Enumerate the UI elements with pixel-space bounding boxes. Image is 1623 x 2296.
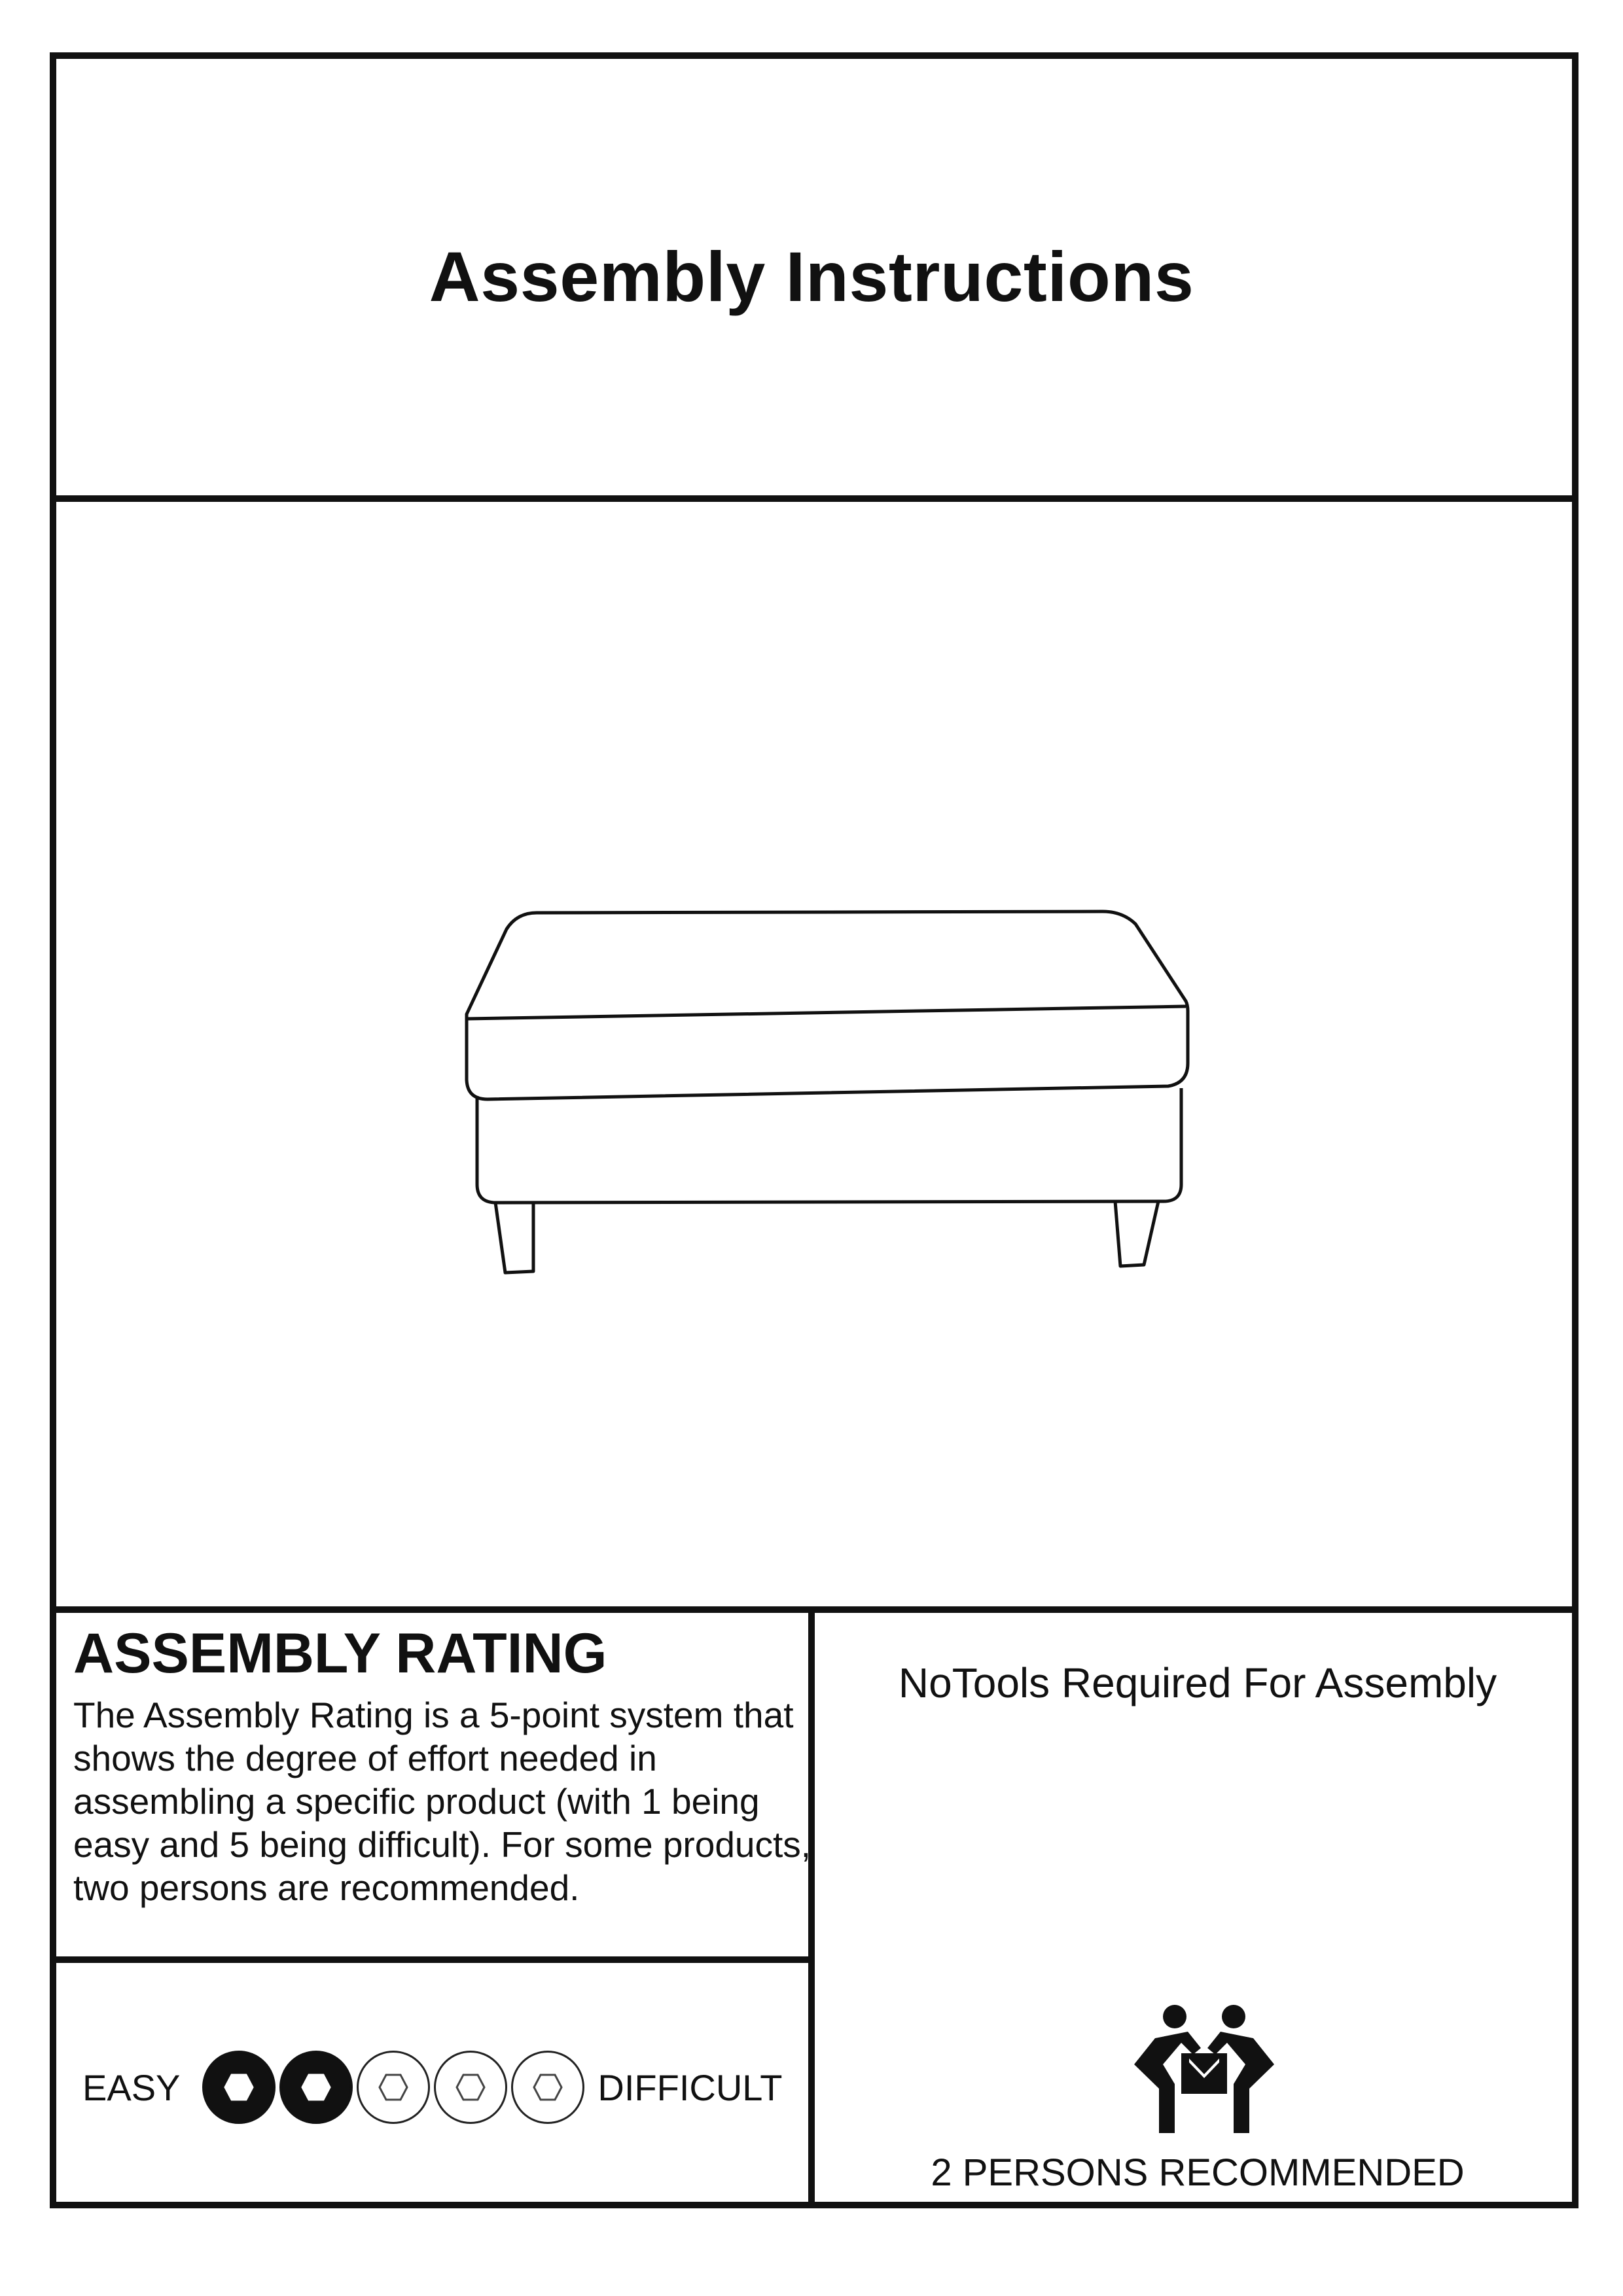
scale-difficult-label: DIFFICULT: [597, 2066, 783, 2108]
persons-recommended-label: 2 PERSONS RECOMMENDED: [931, 2151, 1465, 2194]
assembly-rating-heading: ASSEMBLY RATING: [73, 1622, 607, 1685]
hex-bolt-icon: [454, 2071, 487, 2104]
hex-bolt-icon: [300, 2071, 332, 2104]
rating-dot-filled: [279, 2051, 353, 2124]
hex-bolt-icon: [531, 2071, 564, 2104]
two-persons-lifting-icon: [1116, 2002, 1293, 2146]
rating-scale: [82, 2035, 782, 2140]
hex-bolt-icon: [377, 2071, 410, 2104]
page-title: Assembly Instructions: [429, 237, 1194, 316]
rating-dot-empty: [357, 2051, 430, 2124]
assembly-rating-description: The Assembly Rating is a 5-point system that shows the degree of effort needed in assembling a specific product (with 1 being easy and 5 being difficult). For some products, two persons are recommended.: [73, 1695, 812, 1908]
rating-dot-empty: [511, 2051, 584, 2124]
scale-easy-label: EASY: [82, 2066, 181, 2108]
rating-dot-filled: [202, 2051, 276, 2124]
rating-dots: [202, 2051, 588, 2124]
rating-dot-empty: [434, 2051, 507, 2124]
hex-bolt-icon: [223, 2071, 255, 2104]
no-tools-note: NoTools Required For Assembly: [898, 1659, 1497, 1706]
